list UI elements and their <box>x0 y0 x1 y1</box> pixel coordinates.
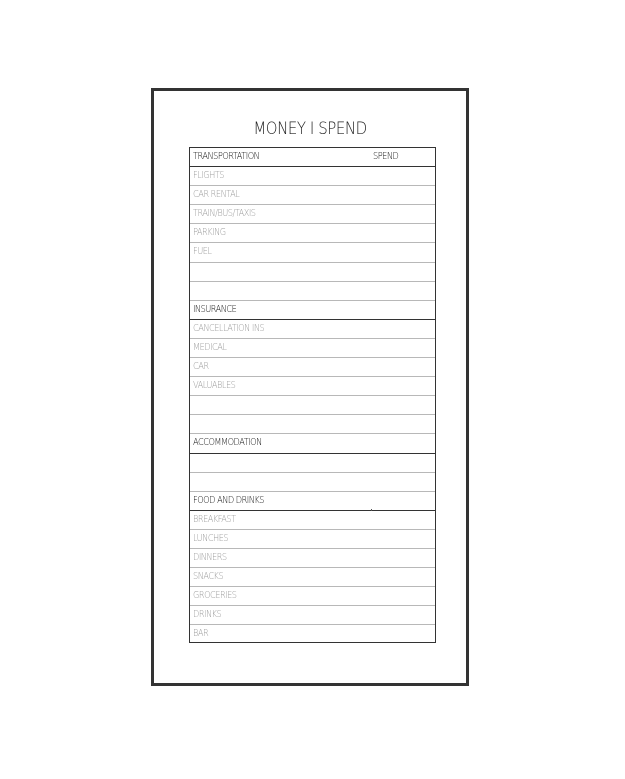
row-label: MEDICAL <box>193 341 227 353</box>
row-label: BAR <box>193 628 209 640</box>
row-label: GROCERIES <box>193 590 237 602</box>
table-row[interactable] <box>190 339 435 358</box>
table-row[interactable] <box>190 282 435 301</box>
table-row[interactable] <box>190 568 435 587</box>
table-row[interactable] <box>190 511 435 530</box>
row-label: FLIGHTS <box>193 170 225 182</box>
row-label: FUEL <box>193 246 212 258</box>
table-row[interactable] <box>190 587 435 606</box>
table-row[interactable] <box>190 549 435 568</box>
table-row[interactable] <box>190 186 435 205</box>
table-row[interactable] <box>190 396 435 415</box>
table-row[interactable] <box>190 454 435 473</box>
table-row[interactable] <box>190 606 435 625</box>
row-label: CANCELLATION INS <box>193 322 265 334</box>
row-label: LUNCHES <box>193 532 229 544</box>
table-header-row <box>190 148 435 167</box>
table-row[interactable] <box>190 167 435 186</box>
table-row[interactable] <box>190 224 435 243</box>
table-row[interactable] <box>190 263 435 282</box>
table-row[interactable] <box>190 473 435 492</box>
table-row[interactable] <box>190 358 435 377</box>
row-label: CAR <box>193 361 209 373</box>
section-heading-transportation: TRANSPORTATION <box>193 151 260 162</box>
table-row[interactable] <box>190 377 435 396</box>
row-label: VALUABLES <box>193 380 236 392</box>
planner-page <box>151 88 469 686</box>
row-label: TRAIN/BUS/TAXIS <box>193 208 256 220</box>
row-label: SNACKS <box>193 571 224 583</box>
expense-table <box>189 147 436 643</box>
section-heading-row <box>190 301 435 320</box>
spend-column-header: SPEND <box>373 151 399 162</box>
row-label: DRINKS <box>193 609 222 621</box>
row-label: PARKING <box>193 227 226 239</box>
row-label: DINNERS <box>193 551 227 563</box>
table-row[interactable] <box>190 243 435 262</box>
row-label: BREAKFAST <box>193 513 236 525</box>
table-row[interactable] <box>190 205 435 224</box>
table-row[interactable] <box>190 415 435 434</box>
page-title: MONEY I SPEND <box>253 119 367 139</box>
table-row[interactable] <box>190 530 435 549</box>
row-label: CAR RENTAL <box>193 189 240 201</box>
section-heading-food: FOOD AND DRINKS <box>193 494 264 506</box>
table-row[interactable] <box>190 320 435 339</box>
section-heading-insurance: INSURANCE <box>193 303 237 315</box>
section-heading-row <box>190 434 435 453</box>
section-heading-accommodation: ACCOMMODATION <box>193 437 262 449</box>
table-row[interactable] <box>190 625 435 644</box>
section-heading-row <box>190 492 435 511</box>
